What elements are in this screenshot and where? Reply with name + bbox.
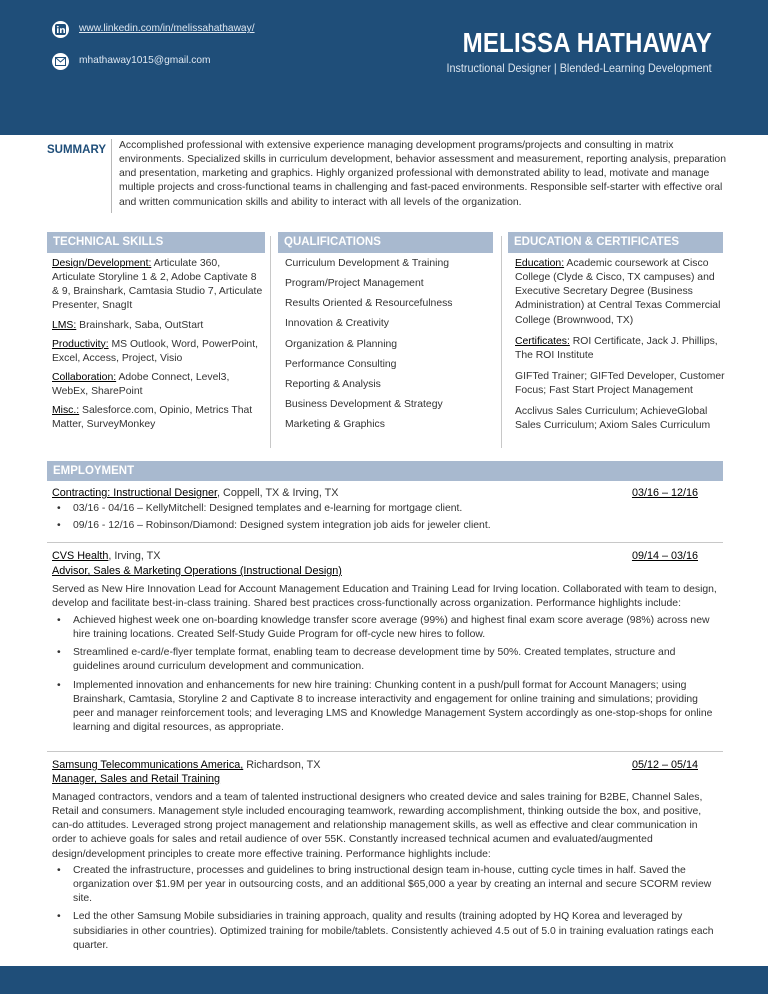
- education-heading: EDUCATION & CERTIFICATES: [508, 232, 723, 253]
- candidate-subtitle: Instructional Designer | Blended-Learning Development: [446, 61, 712, 75]
- education-item: [515, 257, 725, 328]
- employment-heading: EMPLOYMENT: [47, 461, 723, 481]
- section-divider: [47, 542, 723, 543]
- qualification-item: Program/Project Management: [285, 278, 424, 290]
- job-bullet: • Achieved highest week one on-boarding knowledge transfer score average (99%) and highest final exam score average (98%) across new hire training locations. Created Self-Study Guide Program for off-cycle new hires to follow.: [52, 614, 720, 642]
- skill-text: Articulate 360, Articulate Storyline 1 & 2, Adobe Captivate 8 & 9, Brainshark, Camtasia Studio 7, Articulate Presenter, SnagIt: [52, 258, 263, 312]
- summary-text: Accomplished professional with extensive experience managing development programs/projects and consulting in matrix environments. Specialized skills in curriculum development, behavior assessment and measurement, reporting analysis, preparation and presentation, marketing and graphics. Highly organized professional with demonstrated ability to lead, motivate and manage multiple projects and cross-functional teams in challenging and fast-paced environments. Responsible self-starter with effective oral and written communication skills and ability to interact with all levels of the organization.: [119, 140, 726, 208]
- footer-banner: [0, 966, 768, 994]
- skill-label: Collaboration:: [52, 371, 117, 383]
- technical-skills-list: [52, 257, 264, 438]
- job-bullets: [52, 614, 720, 739]
- qualifications-list: [285, 257, 495, 438]
- job-location: Richardson, TX: [243, 759, 321, 771]
- skill-text: Adobe Connect, Level3, WebEx, SharePoint: [52, 371, 230, 398]
- job-location: , Irving, TX: [108, 550, 161, 562]
- envelope-icon: [52, 53, 69, 70]
- job-dates: 05/12 – 05/14: [631, 759, 698, 771]
- linkedin-link[interactable]: www.linkedin.com/in/melissahathaway/: [79, 23, 255, 35]
- company-line: [52, 758, 320, 773]
- job-bullet: • 03/16 - 04/16 – KellyMitchell: Designed templates and e-learning for mortgage client.: [52, 502, 720, 516]
- company-name: CVS Health: [52, 550, 109, 562]
- section-divider: [47, 751, 723, 752]
- skill-text: Salesforce.com, Opinio, Metrics That Matter, SurveyMonkey: [52, 405, 253, 431]
- job-bullets: [52, 864, 720, 957]
- summary-label: SUMMARY: [47, 144, 106, 156]
- job-summary: Served as New Hire Innovation Lead for Account Management Education and Training Lead for Irving location. Collaborated with team to design, develop and facilitate best-in-class training. Shared best practices cross-functionally across organization. Performance highlights include:: [52, 584, 717, 610]
- qualifications-heading: QUALIFICATIONS: [278, 232, 493, 253]
- job-role: Advisor, Sales & Marketing Operations (Instructional Design): [52, 565, 342, 577]
- education-text: Academic coursework at Cisco College (Clyde & Cisco, TX campuses) and Executive Secretary Degree (Business Administration) at Central Texas Commercial College (Brownwood, TX): [515, 258, 721, 326]
- skill-item: [52, 257, 264, 314]
- job-dates: 03/16 – 12/16: [631, 487, 698, 499]
- company-name: Samsung Telecommunications America,: [52, 759, 244, 771]
- skill-label: Misc.:: [52, 405, 80, 417]
- education-label: Education:: [515, 258, 565, 269]
- job-bullet: • Led the other Samsung Mobile subsidiaries in training approach, quality and results (training adopted by HQ Korea and leveraged by subsidiaries in other countries). Optimized training for mobile/tablets. Consistently achieved 4.5 out of 5.0 in training evaluation ratings each quarter.: [52, 910, 720, 952]
- qualification-item: Marketing & Graphics: [285, 419, 385, 431]
- job-role: Manager, Sales and Retail Training: [52, 773, 221, 785]
- company-line: [52, 549, 160, 564]
- education-list: [515, 257, 725, 439]
- email-text[interactable]: mhathaway1015@gmail.com: [79, 55, 211, 67]
- education-item: [515, 370, 725, 398]
- education-label: Certificates:: [515, 335, 570, 347]
- qualification-item: Reporting & Analysis: [285, 378, 381, 390]
- candidate-name: MELISSA HATHAWAY: [462, 27, 712, 58]
- column-divider: [270, 236, 271, 448]
- job-title: Contracting: Instructional Designer: [52, 487, 218, 499]
- role-line: [52, 564, 342, 579]
- skill-item: [52, 319, 264, 333]
- job-title-line: [52, 486, 338, 501]
- job-bullet: • Implemented innovation and enhancements for new hire training: Chunking content in a push/pull format for Account Managers; using Brainshark, Camtasia, Storyline 2 and Captivate 8 to increase interactivity and engagement for online training and simulations; providing peer and manager reinforcement tools; and leveraging LMS and Knowledge Management System accordingly as one-stop-shops for online learning and digital resources, as appropriate.: [52, 679, 720, 736]
- skill-label: Productivity:: [52, 338, 109, 350]
- skill-text: Brainshark, Saba, OutStart: [76, 319, 204, 331]
- email-contact[interactable]: [52, 53, 211, 70]
- education-text: Acclivus Sales Curriculum; AchieveGlobal Sales Curriculum; Axiom Sales Curriculum: [515, 406, 711, 432]
- job-location: , Coppell, TX & Irving, TX: [217, 487, 339, 499]
- job-summary: Managed contractors, vendors and a team of talented instructional designers who created device and sales training for B2BE, Channel Sales, Retail and consumers. Management style included encouraging teamwork, rewarding accomplishment, thinking outside the box, and positive, can-do attitudes. Leveraged strong project management and relationship management skills, as well as effective and clear communication in order to achieve goals for sales and retail audience of over 55K. Constantly increased technical acumen and evaluated/augmented design/development principles to create more effective training. Performance highlights include:: [52, 792, 703, 860]
- skill-item: [52, 404, 264, 432]
- education-text: ROI Certificate, Jack J. Phillips, The ROI Institute: [515, 335, 718, 361]
- education-item: [515, 405, 725, 433]
- skill-item: [52, 338, 264, 366]
- technical-skills-heading: TECHNICAL SKILLS: [47, 232, 265, 253]
- job-bullet: • 09/16 - 12/16 – Robinson/Diamond: Designed system integration job aids for jeweler client.: [52, 519, 720, 533]
- skill-item: [52, 371, 264, 399]
- qualification-item: Results Oriented & Resourcefulness: [285, 298, 453, 310]
- education-item: [515, 335, 725, 363]
- skill-label: LMS:: [52, 319, 77, 331]
- summary-divider: [111, 139, 112, 213]
- linkedin-icon: [52, 21, 69, 38]
- job-bullet: • Created the infrastructure, processes and guidelines to bring instructional design team in-house, cutting cycle times in half. Saved the organization over $1.9M per year in outsourcing costs, and an additional $65,000 a year by creating an internal and secure SCORM review site.: [52, 864, 720, 906]
- qualification-item: Business Development & Strategy: [285, 398, 443, 410]
- skill-label: Design/Development:: [52, 258, 152, 269]
- education-text: GIFTed Trainer; GIFTed Developer, Customer Focus; Fast Start Project Management: [515, 370, 725, 397]
- column-divider: [501, 236, 502, 448]
- qualification-item: Organization & Planning: [285, 338, 398, 350]
- job-dates: 09/14 – 03/16: [631, 550, 698, 562]
- header-banner: [0, 0, 768, 135]
- qualification-item: Innovation & Creativity: [285, 318, 389, 330]
- skill-text: MS Outlook, Word, PowerPoint, Excel, Access, Project, Visio: [52, 338, 258, 364]
- job-bullet: • Streamlined e-card/e-flyer template format, enabling team to decrease development time by 50%. Created templates, structure and guidelines around curriculum development and communication.: [52, 646, 720, 674]
- linkedin-contact[interactable]: [52, 21, 255, 38]
- qualification-item: Curriculum Development & Training: [285, 258, 450, 269]
- job-bullets: [52, 502, 720, 537]
- qualification-item: Performance Consulting: [285, 358, 397, 370]
- role-line: [52, 772, 220, 787]
